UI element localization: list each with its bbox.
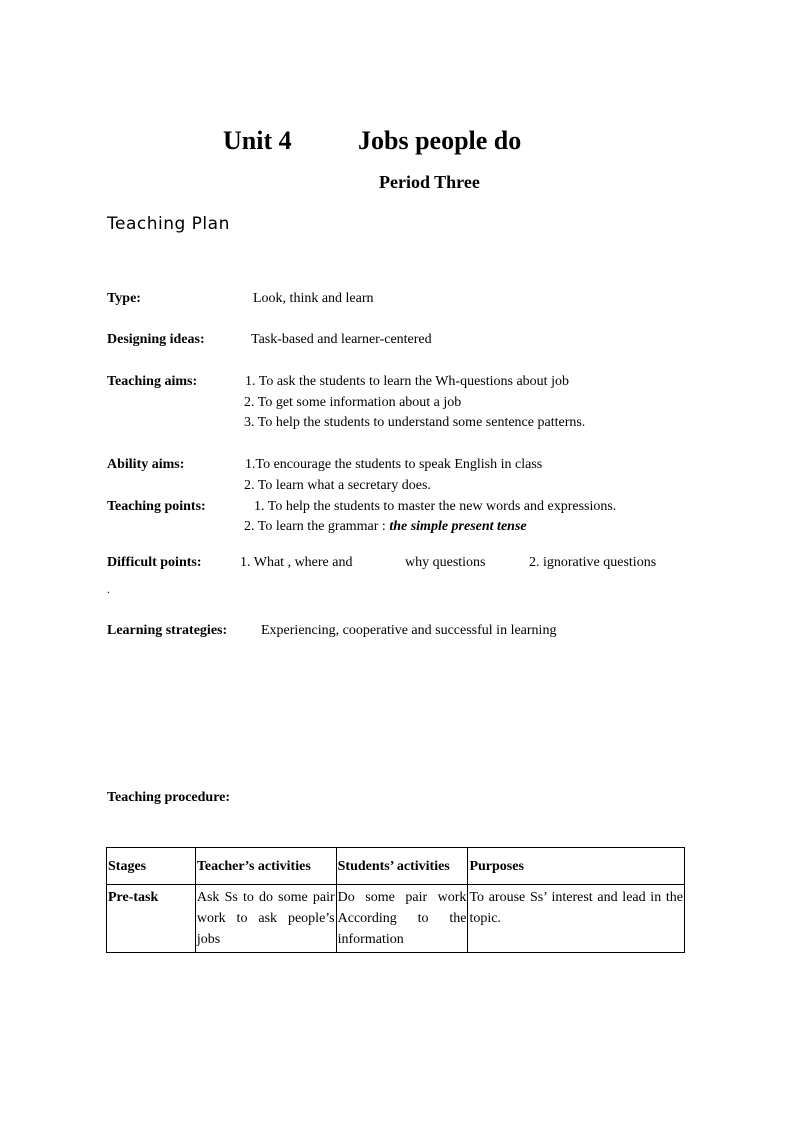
ability-aim-2: 2. To learn what a secretary does.: [244, 478, 431, 493]
teaching-aim-1: 1. To ask the students to learn the Wh-questions about job: [245, 374, 569, 389]
teaching-points-label: Teaching points:: [107, 499, 206, 514]
grammar-topic: the simple present tense: [389, 519, 527, 534]
procedure-table: [106, 847, 685, 953]
designing-value: Task-based and learner-centered: [251, 332, 432, 347]
difficult-point-2: 2. ignorative questions: [529, 555, 657, 570]
row-teacher-activity: Ask Ss to do some pair work to ask people’s jobs: [195, 885, 336, 953]
unit-number: Unit 4: [223, 126, 292, 155]
row-students-activity: Do some pair work According to the information: [336, 885, 468, 953]
procedure-heading: Teaching procedure:: [107, 790, 231, 805]
teaching-point-1: 1. To help the students to master the new words and expressions.: [254, 499, 617, 514]
header-students-activities: Students’ activities: [336, 848, 468, 885]
difficult-point-1: 1. What , where and: [240, 555, 353, 570]
type-label: Type:: [107, 291, 141, 306]
row-purpose: To arouse Ss’ interest and lead in the topic.: [468, 885, 685, 953]
table-header-row: [107, 848, 685, 885]
teaching-aims-label: Teaching aims:: [107, 374, 198, 389]
row-stage: Pre-task: [107, 885, 196, 953]
teaching-aim-3: 3. To help the students to understand some sentence patterns.: [244, 415, 586, 430]
difficult-point-1b: why questions: [405, 555, 486, 570]
teaching-point-2-text: 2. To learn the grammar :: [244, 519, 386, 534]
header-stages: Stages: [107, 848, 196, 885]
header-teacher-activities: Teacher’s activities: [195, 848, 336, 885]
plan-heading: Teaching Plan: [107, 214, 230, 234]
header-purposes: Purposes: [468, 848, 685, 885]
designing-label: Designing ideas:: [107, 332, 205, 347]
teaching-point-2: [244, 519, 527, 535]
table-row: [107, 885, 685, 953]
type-value: Look, think and learn: [253, 291, 374, 306]
unit-name: Jobs people do: [358, 126, 522, 155]
period-subtitle: Period Three: [379, 172, 480, 192]
document-title: [223, 126, 522, 156]
learning-strategies-value: Experiencing, cooperative and successful in learning: [261, 623, 557, 638]
teaching-aim-2: 2. To get some information about a job: [244, 395, 462, 410]
difficult-points-label: Difficult points:: [107, 555, 202, 570]
ability-aim-1: 1.To encourage the students to speak English in class: [245, 457, 543, 472]
learning-strategies-label: Learning strategies:: [107, 623, 228, 638]
trailing-dot: .: [107, 582, 110, 596]
ability-aims-label: Ability aims:: [107, 457, 185, 472]
